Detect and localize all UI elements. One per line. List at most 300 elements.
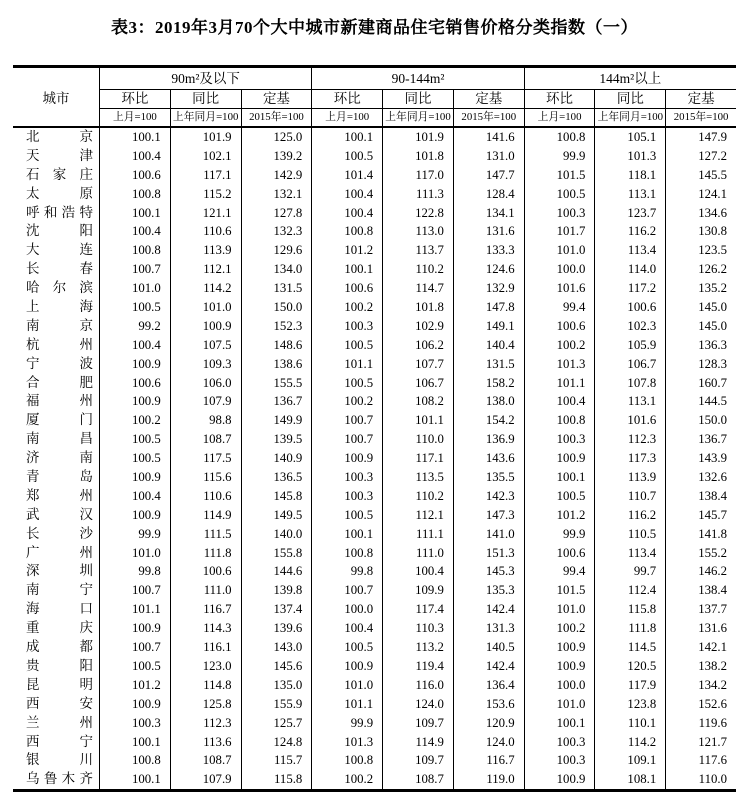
value-cell: 136.3 bbox=[665, 336, 736, 355]
value-cell: 143.0 bbox=[241, 638, 312, 657]
value-cell: 100.4 bbox=[99, 222, 170, 241]
value-cell: 98.8 bbox=[170, 411, 241, 430]
value-cell: 124.0 bbox=[382, 695, 453, 714]
value-cell: 113.4 bbox=[594, 241, 665, 260]
value-cell: 110.6 bbox=[170, 222, 241, 241]
value-cell: 101.6 bbox=[594, 411, 665, 430]
value-cell: 101.1 bbox=[311, 355, 382, 374]
value-cell: 123.5 bbox=[665, 241, 736, 260]
value-cell: 100.9 bbox=[99, 695, 170, 714]
value-cell: 115.8 bbox=[241, 770, 312, 789]
value-cell: 100.3 bbox=[311, 468, 382, 487]
value-cell: 113.1 bbox=[594, 392, 665, 411]
value-cell: 138.6 bbox=[241, 355, 312, 374]
value-cell: 101.2 bbox=[311, 241, 382, 260]
value-cell: 114.9 bbox=[382, 733, 453, 752]
value-cell: 124.6 bbox=[453, 260, 524, 279]
value-cell: 99.4 bbox=[524, 562, 595, 581]
value-cell: 101.0 bbox=[99, 279, 170, 298]
value-cell: 99.2 bbox=[99, 317, 170, 336]
value-cell: 99.9 bbox=[99, 525, 170, 544]
value-cell: 107.8 bbox=[594, 374, 665, 393]
value-cell: 137.7 bbox=[665, 600, 736, 619]
value-cell: 100.2 bbox=[524, 619, 595, 638]
city-cell: 郑州 bbox=[26, 487, 93, 503]
value-cell: 155.9 bbox=[241, 695, 312, 714]
value-cell: 106.7 bbox=[594, 355, 665, 374]
value-cell: 100.5 bbox=[311, 638, 382, 657]
value-cell: 100.8 bbox=[311, 751, 382, 770]
value-cell: 100.1 bbox=[311, 128, 382, 147]
value-cell: 100.9 bbox=[311, 657, 382, 676]
base-header-2015: 2015年=100 bbox=[241, 109, 312, 128]
value-cell: 113.6 bbox=[170, 733, 241, 752]
value-cell: 117.1 bbox=[170, 166, 241, 185]
value-cell: 145.0 bbox=[665, 317, 736, 336]
value-cell: 145.0 bbox=[665, 298, 736, 317]
city-cell: 南昌 bbox=[26, 431, 93, 447]
value-cell: 100.1 bbox=[524, 468, 595, 487]
value-cell: 109.9 bbox=[382, 581, 453, 600]
city-cell: 天津 bbox=[26, 147, 93, 163]
value-cell: 132.9 bbox=[453, 279, 524, 298]
city-cell: 贵阳 bbox=[26, 657, 93, 673]
value-cell: 134.0 bbox=[241, 260, 312, 279]
value-cell: 136.5 bbox=[241, 468, 312, 487]
value-cell: 100.8 bbox=[311, 544, 382, 563]
city-cell: 广州 bbox=[26, 544, 93, 560]
value-cell: 145.8 bbox=[241, 487, 312, 506]
value-cell: 100.7 bbox=[99, 638, 170, 657]
value-cell: 136.4 bbox=[453, 676, 524, 695]
value-cell: 143.9 bbox=[665, 449, 736, 468]
city-cell: 杭州 bbox=[26, 336, 93, 352]
value-cell: 100.6 bbox=[524, 544, 595, 563]
value-cell: 117.4 bbox=[382, 600, 453, 619]
value-cell: 99.8 bbox=[99, 562, 170, 581]
value-cell: 100.1 bbox=[311, 525, 382, 544]
value-cell: 100.3 bbox=[524, 733, 595, 752]
value-cell: 100.0 bbox=[311, 600, 382, 619]
value-cell: 113.4 bbox=[594, 544, 665, 563]
base-header-prev-month: 上月=100 bbox=[524, 109, 595, 128]
value-cell: 142.4 bbox=[453, 657, 524, 676]
value-cell: 117.0 bbox=[382, 166, 453, 185]
value-cell: 116.7 bbox=[453, 751, 524, 770]
value-cell: 145.5 bbox=[665, 166, 736, 185]
value-cell: 120.9 bbox=[453, 714, 524, 733]
value-cell: 100.8 bbox=[99, 241, 170, 260]
value-cell: 114.2 bbox=[170, 279, 241, 298]
value-cell: 106.0 bbox=[170, 374, 241, 393]
value-cell: 115.6 bbox=[170, 468, 241, 487]
value-cell: 111.3 bbox=[382, 185, 453, 204]
measure-header-mom: 环比 bbox=[99, 90, 170, 109]
value-cell: 100.6 bbox=[594, 298, 665, 317]
value-cell: 109.7 bbox=[382, 751, 453, 770]
value-cell: 140.9 bbox=[241, 449, 312, 468]
value-cell: 110.2 bbox=[382, 260, 453, 279]
measure-header-mom: 环比 bbox=[524, 90, 595, 109]
value-cell: 107.7 bbox=[382, 355, 453, 374]
value-cell: 121.7 bbox=[665, 733, 736, 752]
value-cell: 100.3 bbox=[524, 204, 595, 223]
measure-header-yoy: 同比 bbox=[382, 90, 453, 109]
value-cell: 135.5 bbox=[453, 468, 524, 487]
value-cell: 110.0 bbox=[665, 770, 736, 789]
value-cell: 139.2 bbox=[241, 147, 312, 166]
value-cell: 134.2 bbox=[665, 676, 736, 695]
value-cell: 101.9 bbox=[170, 128, 241, 147]
value-cell: 101.0 bbox=[524, 695, 595, 714]
city-cell: 宁波 bbox=[26, 355, 93, 371]
value-cell: 100.4 bbox=[311, 185, 382, 204]
value-cell: 125.0 bbox=[241, 128, 312, 147]
value-cell: 101.0 bbox=[170, 298, 241, 317]
value-cell: 100.1 bbox=[99, 204, 170, 223]
value-cell: 116.2 bbox=[594, 222, 665, 241]
value-cell: 132.3 bbox=[241, 222, 312, 241]
value-cell: 100.9 bbox=[311, 449, 382, 468]
value-cell: 100.8 bbox=[311, 222, 382, 241]
value-cell: 111.0 bbox=[382, 544, 453, 563]
value-cell: 99.9 bbox=[311, 714, 382, 733]
value-cell: 141.8 bbox=[665, 525, 736, 544]
value-cell: 147.9 bbox=[665, 128, 736, 147]
value-cell: 138.0 bbox=[453, 392, 524, 411]
value-cell: 136.7 bbox=[241, 392, 312, 411]
base-header-prev-month: 上月=100 bbox=[311, 109, 382, 128]
value-cell: 100.5 bbox=[524, 185, 595, 204]
price-table bbox=[13, 65, 736, 792]
value-cell: 137.4 bbox=[241, 600, 312, 619]
value-cell: 160.7 bbox=[665, 374, 736, 393]
value-cell: 100.5 bbox=[311, 374, 382, 393]
city-cell: 哈尔滨 bbox=[26, 280, 93, 296]
value-cell: 149.9 bbox=[241, 411, 312, 430]
measure-header-fixed-base: 定基 bbox=[453, 90, 524, 109]
city-cell: 成都 bbox=[26, 639, 93, 655]
value-cell: 112.4 bbox=[594, 581, 665, 600]
value-cell: 144.5 bbox=[665, 392, 736, 411]
value-cell: 125.7 bbox=[241, 714, 312, 733]
value-cell: 100.6 bbox=[99, 374, 170, 393]
value-cell: 113.9 bbox=[594, 468, 665, 487]
measure-header-yoy: 同比 bbox=[170, 90, 241, 109]
value-cell: 101.2 bbox=[524, 506, 595, 525]
value-cell: 107.9 bbox=[170, 770, 241, 789]
city-cell: 石家庄 bbox=[26, 166, 93, 182]
value-cell: 155.2 bbox=[665, 544, 736, 563]
value-cell: 124.0 bbox=[453, 733, 524, 752]
value-cell: 148.6 bbox=[241, 336, 312, 355]
group-header-under-90: 90m²及以下 bbox=[99, 68, 311, 90]
value-cell: 113.9 bbox=[170, 241, 241, 260]
column-header-city: 城市 bbox=[13, 68, 99, 128]
value-cell: 113.1 bbox=[594, 185, 665, 204]
value-cell: 117.9 bbox=[594, 676, 665, 695]
value-cell: 99.7 bbox=[594, 562, 665, 581]
measure-header-yoy: 同比 bbox=[594, 90, 665, 109]
value-cell: 152.6 bbox=[665, 695, 736, 714]
value-cell: 110.2 bbox=[382, 487, 453, 506]
value-cell: 131.6 bbox=[453, 222, 524, 241]
value-cell: 131.6 bbox=[665, 619, 736, 638]
value-cell: 110.5 bbox=[594, 525, 665, 544]
group-header-over-144: 144m²以上 bbox=[524, 68, 736, 90]
value-cell: 100.4 bbox=[382, 562, 453, 581]
city-cell: 武汉 bbox=[26, 506, 93, 522]
page-title: 表3：2019年3月70个大中城市新建商品住宅销售价格分类指数（一） bbox=[111, 18, 638, 37]
value-cell: 114.3 bbox=[170, 619, 241, 638]
city-cell: 南京 bbox=[26, 317, 93, 333]
value-cell: 100.4 bbox=[99, 147, 170, 166]
value-cell: 135.3 bbox=[453, 581, 524, 600]
value-cell: 139.5 bbox=[241, 430, 312, 449]
city-cell: 沈阳 bbox=[26, 223, 93, 239]
value-cell: 132.6 bbox=[665, 468, 736, 487]
value-cell: 100.7 bbox=[99, 581, 170, 600]
city-cell: 长沙 bbox=[26, 525, 93, 541]
value-cell: 101.6 bbox=[524, 279, 595, 298]
value-cell: 109.1 bbox=[594, 751, 665, 770]
value-cell: 102.9 bbox=[382, 317, 453, 336]
value-cell: 100.1 bbox=[99, 770, 170, 789]
value-cell: 116.0 bbox=[382, 676, 453, 695]
value-cell: 101.0 bbox=[524, 600, 595, 619]
value-cell: 102.1 bbox=[170, 147, 241, 166]
value-cell: 100.9 bbox=[170, 317, 241, 336]
city-cell: 青岛 bbox=[26, 469, 93, 485]
value-cell: 112.3 bbox=[170, 714, 241, 733]
value-cell: 116.2 bbox=[594, 506, 665, 525]
city-cell: 太原 bbox=[26, 185, 93, 201]
city-cell: 西安 bbox=[26, 695, 93, 711]
value-cell: 100.0 bbox=[524, 260, 595, 279]
value-cell: 101.3 bbox=[524, 355, 595, 374]
value-cell: 121.1 bbox=[170, 204, 241, 223]
value-cell: 101.3 bbox=[311, 733, 382, 752]
value-cell: 101.7 bbox=[524, 222, 595, 241]
value-cell: 123.7 bbox=[594, 204, 665, 223]
value-cell: 100.2 bbox=[311, 298, 382, 317]
value-cell: 114.7 bbox=[382, 279, 453, 298]
value-cell: 100.3 bbox=[311, 487, 382, 506]
measure-header-mom: 环比 bbox=[311, 90, 382, 109]
value-cell: 151.3 bbox=[453, 544, 524, 563]
value-cell: 100.6 bbox=[311, 279, 382, 298]
value-cell: 135.2 bbox=[665, 279, 736, 298]
city-cell: 呼和浩特 bbox=[26, 204, 93, 220]
value-cell: 100.0 bbox=[524, 676, 595, 695]
value-cell: 117.5 bbox=[170, 449, 241, 468]
value-cell: 109.3 bbox=[170, 355, 241, 374]
value-cell: 100.6 bbox=[170, 562, 241, 581]
value-cell: 149.5 bbox=[241, 506, 312, 525]
value-cell: 127.8 bbox=[241, 204, 312, 223]
value-cell: 100.2 bbox=[99, 411, 170, 430]
value-cell: 101.1 bbox=[311, 695, 382, 714]
value-cell: 105.9 bbox=[594, 336, 665, 355]
value-cell: 108.2 bbox=[382, 392, 453, 411]
value-cell: 101.3 bbox=[594, 147, 665, 166]
city-cell: 西宁 bbox=[26, 733, 93, 749]
value-cell: 130.8 bbox=[665, 222, 736, 241]
city-cell: 重庆 bbox=[26, 620, 93, 636]
value-cell: 100.3 bbox=[524, 430, 595, 449]
value-cell: 114.0 bbox=[594, 260, 665, 279]
value-cell: 101.5 bbox=[524, 166, 595, 185]
value-cell: 100.7 bbox=[311, 411, 382, 430]
value-cell: 113.0 bbox=[382, 222, 453, 241]
value-cell: 135.0 bbox=[241, 676, 312, 695]
value-cell: 140.5 bbox=[453, 638, 524, 657]
value-cell: 122.8 bbox=[382, 204, 453, 223]
value-cell: 99.9 bbox=[524, 147, 595, 166]
value-cell: 101.5 bbox=[524, 581, 595, 600]
value-cell: 123.0 bbox=[170, 657, 241, 676]
value-cell: 123.8 bbox=[594, 695, 665, 714]
value-cell: 141.0 bbox=[453, 525, 524, 544]
value-cell: 117.2 bbox=[594, 279, 665, 298]
value-cell: 131.5 bbox=[241, 279, 312, 298]
value-cell: 124.8 bbox=[241, 733, 312, 752]
value-cell: 147.7 bbox=[453, 166, 524, 185]
value-cell: 100.9 bbox=[524, 770, 595, 789]
value-cell: 101.4 bbox=[311, 166, 382, 185]
city-cell: 厦门 bbox=[26, 412, 93, 428]
value-cell: 99.9 bbox=[524, 525, 595, 544]
value-cell: 100.3 bbox=[524, 751, 595, 770]
value-cell: 128.4 bbox=[453, 185, 524, 204]
value-cell: 131.3 bbox=[453, 619, 524, 638]
value-cell: 143.6 bbox=[453, 449, 524, 468]
base-header-prev-month: 上月=100 bbox=[99, 109, 170, 128]
value-cell: 119.0 bbox=[453, 770, 524, 789]
value-cell: 142.1 bbox=[665, 638, 736, 657]
value-cell: 140.0 bbox=[241, 525, 312, 544]
value-cell: 113.2 bbox=[382, 638, 453, 657]
value-cell: 100.3 bbox=[99, 714, 170, 733]
value-cell: 111.8 bbox=[170, 544, 241, 563]
value-cell: 113.7 bbox=[382, 241, 453, 260]
value-cell: 113.5 bbox=[382, 468, 453, 487]
value-cell: 101.8 bbox=[382, 147, 453, 166]
value-cell: 108.7 bbox=[170, 751, 241, 770]
value-cell: 114.9 bbox=[170, 506, 241, 525]
value-cell: 100.8 bbox=[524, 411, 595, 430]
city-cell: 乌鲁木齐 bbox=[26, 771, 93, 787]
value-cell: 149.1 bbox=[453, 317, 524, 336]
value-cell: 100.8 bbox=[524, 128, 595, 147]
value-cell: 152.3 bbox=[241, 317, 312, 336]
value-cell: 100.4 bbox=[99, 336, 170, 355]
base-header-2015: 2015年=100 bbox=[453, 109, 524, 128]
value-cell: 100.8 bbox=[99, 185, 170, 204]
value-cell: 131.0 bbox=[453, 147, 524, 166]
value-cell: 100.7 bbox=[99, 260, 170, 279]
value-cell: 150.0 bbox=[665, 411, 736, 430]
measure-header-fixed-base: 定基 bbox=[665, 90, 736, 109]
value-cell: 100.8 bbox=[99, 751, 170, 770]
value-cell: 139.6 bbox=[241, 619, 312, 638]
base-header-prev-year: 上年同月=100 bbox=[382, 109, 453, 128]
value-cell: 100.5 bbox=[311, 506, 382, 525]
value-cell: 100.1 bbox=[524, 714, 595, 733]
value-cell: 100.5 bbox=[99, 298, 170, 317]
value-cell: 117.3 bbox=[594, 449, 665, 468]
value-cell: 100.3 bbox=[311, 317, 382, 336]
value-cell: 101.8 bbox=[382, 298, 453, 317]
value-cell: 138.2 bbox=[665, 657, 736, 676]
value-cell: 100.4 bbox=[311, 204, 382, 223]
value-cell: 153.6 bbox=[453, 695, 524, 714]
value-cell: 100.2 bbox=[524, 336, 595, 355]
value-cell: 111.5 bbox=[170, 525, 241, 544]
value-cell: 112.1 bbox=[382, 506, 453, 525]
city-cell: 深圳 bbox=[26, 563, 93, 579]
value-cell: 100.1 bbox=[99, 128, 170, 147]
value-cell: 110.1 bbox=[594, 714, 665, 733]
value-cell: 138.4 bbox=[665, 581, 736, 600]
value-cell: 126.2 bbox=[665, 260, 736, 279]
value-cell: 119.6 bbox=[665, 714, 736, 733]
value-cell: 108.1 bbox=[594, 770, 665, 789]
value-cell: 100.5 bbox=[311, 336, 382, 355]
value-cell: 109.7 bbox=[382, 714, 453, 733]
value-cell: 115.2 bbox=[170, 185, 241, 204]
value-cell: 134.1 bbox=[453, 204, 524, 223]
value-cell: 110.0 bbox=[382, 430, 453, 449]
value-cell: 107.5 bbox=[170, 336, 241, 355]
value-cell: 114.8 bbox=[170, 676, 241, 695]
base-header-prev-year: 上年同月=100 bbox=[170, 109, 241, 128]
value-cell: 100.2 bbox=[311, 392, 382, 411]
value-cell: 145.7 bbox=[665, 506, 736, 525]
value-cell: 106.7 bbox=[382, 374, 453, 393]
city-cell: 兰州 bbox=[26, 714, 93, 730]
value-cell: 101.9 bbox=[382, 128, 453, 147]
city-cell: 济南 bbox=[26, 450, 93, 466]
value-cell: 100.9 bbox=[524, 638, 595, 657]
value-cell: 155.5 bbox=[241, 374, 312, 393]
value-cell: 111.0 bbox=[170, 581, 241, 600]
value-cell: 155.8 bbox=[241, 544, 312, 563]
value-cell: 114.5 bbox=[594, 638, 665, 657]
value-cell: 150.0 bbox=[241, 298, 312, 317]
value-cell: 124.1 bbox=[665, 185, 736, 204]
city-cell: 福州 bbox=[26, 393, 93, 409]
value-cell: 100.9 bbox=[524, 449, 595, 468]
value-cell: 101.1 bbox=[382, 411, 453, 430]
base-header-prev-year: 上年同月=100 bbox=[594, 109, 665, 128]
value-cell: 100.5 bbox=[99, 657, 170, 676]
value-cell: 100.4 bbox=[524, 392, 595, 411]
value-cell: 100.9 bbox=[99, 619, 170, 638]
value-cell: 116.7 bbox=[170, 600, 241, 619]
value-cell: 102.3 bbox=[594, 317, 665, 336]
value-cell: 127.2 bbox=[665, 147, 736, 166]
city-cell: 大连 bbox=[26, 242, 93, 258]
value-cell: 111.8 bbox=[594, 619, 665, 638]
city-cell: 长春 bbox=[26, 261, 93, 277]
value-cell: 114.2 bbox=[594, 733, 665, 752]
value-cell: 133.3 bbox=[453, 241, 524, 260]
value-cell: 134.6 bbox=[665, 204, 736, 223]
city-cell: 南宁 bbox=[26, 582, 93, 598]
value-cell: 115.7 bbox=[241, 751, 312, 770]
value-cell: 139.8 bbox=[241, 581, 312, 600]
